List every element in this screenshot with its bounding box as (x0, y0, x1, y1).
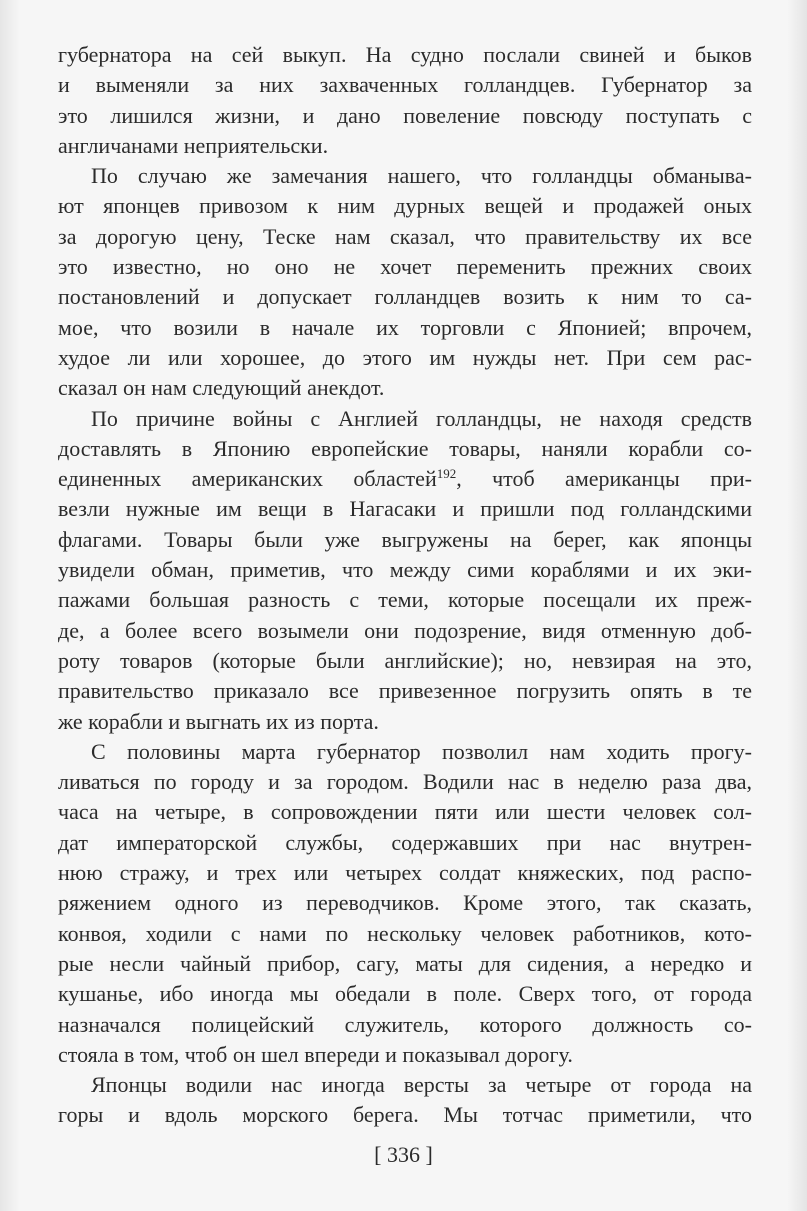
text-line (58, 616, 752, 646)
text-line (58, 373, 752, 403)
line-text: кушанье, ибо иногда мы обедали в поле. Сверх того, от города (58, 981, 752, 1007)
line-text: доставлять в Японию европейские товары, наняли корабли со- (58, 435, 752, 461)
text-line (58, 494, 752, 524)
line-text: нюю стражу, и трех или четырех солдат княжеских, под распо- (58, 860, 752, 886)
text-line (58, 464, 752, 494)
text-line (58, 101, 752, 131)
text-line (58, 131, 752, 161)
text-line (58, 737, 752, 767)
text-line (58, 707, 752, 737)
line-text: это лишился жизни, и дано повеление повсюду поступать с (58, 102, 752, 128)
line-text: часа на четыре, в сопровождении пяти или шести человек сол- (58, 799, 752, 825)
text-line (58, 1040, 752, 1070)
text-line (58, 1070, 752, 1100)
line-text: это известно, но оно не хочет переменить прежних своих (58, 254, 752, 280)
text-line (58, 434, 752, 464)
text-line (58, 191, 752, 221)
line-text: ют японцев привозом к ним дурных вещей и продажей оных (58, 193, 752, 219)
text-line (58, 888, 752, 918)
text-line (58, 282, 752, 312)
text-line (58, 1100, 752, 1130)
text-line (58, 525, 752, 555)
text-line (58, 979, 752, 1009)
line-text: роту товаров (которые были английские); но, невзирая на это, (58, 647, 752, 673)
line-text: конвоя, ходили с нами по нескольку человек работников, кото- (58, 920, 752, 946)
page-number: [ 336 ] (374, 1142, 433, 1167)
text-line (58, 828, 752, 858)
text-line (58, 404, 752, 434)
line-text: С половины марта губернатор позволил нам ходить прогу- (91, 738, 752, 764)
paragraph (58, 161, 752, 403)
text-line (58, 949, 752, 979)
line-text: правительство приказало все привезенное погрузить опять в те (58, 678, 752, 704)
line-text: де, а более всего возымели они подозрение, видя отменную доб- (58, 617, 752, 643)
text-line (58, 585, 752, 615)
footnote-reference: 192 (436, 466, 457, 482)
line-text: рые несли чайный прибор, сагу, маты для сидения, а нередко и (58, 950, 752, 976)
paragraph (58, 404, 752, 737)
text-line (58, 313, 752, 343)
text-line (58, 1010, 752, 1040)
line-text: сказал он нам следующий анекдот. (58, 375, 385, 401)
line-text: пажами большая разность с теми, которые посещали их преж- (58, 587, 752, 613)
paragraph (58, 1070, 752, 1131)
text-line (58, 767, 752, 797)
line-text: губернатора на сей выкуп. На судно послали свиней и быков (58, 42, 752, 67)
text-line (58, 555, 752, 585)
text-line (58, 161, 752, 191)
line-text: увидели обман, приметив, что между сими кораблями и их эки- (58, 557, 752, 583)
body-text (58, 40, 752, 1131)
text-line (58, 646, 752, 676)
line-text: же корабли и выгнать их из порта. (58, 708, 379, 734)
text-line (58, 919, 752, 949)
text-line (58, 252, 752, 282)
text-line (58, 797, 752, 827)
line-text: за дорогую цену, Теске нам сказал, что правительству их все (58, 223, 752, 249)
paragraph (58, 737, 752, 1070)
line-text: ряжением одного из переводчиков. Кроме этого, так сказать, (58, 890, 752, 916)
line-text: По причине войны с Англией голландцы, не находя средств (91, 405, 752, 431)
line-text: назначался полицейский служитель, которого должность со- (58, 1011, 752, 1037)
text-line (58, 343, 752, 373)
line-text: флагами. Товары были уже выгружены на берег, как японцы (58, 526, 752, 552)
line-text: везли нужные им вещи в Нагасаки и пришли под голландскими (58, 496, 752, 522)
line-text: дат императорской службы, содержавших при нас внутрен- (58, 829, 752, 855)
line-text: худое ли или хорошее, до этого им нужды нет. При сем рас- (58, 344, 752, 370)
text-line (58, 858, 752, 888)
paragraph (58, 40, 752, 161)
line-text: горы и вдоль морского берега. Мы тотчас приметили, что (58, 1102, 752, 1128)
text-line (58, 676, 752, 706)
line-text: мое, что возили в начале их торговли с Японией; впрочем, (58, 314, 752, 340)
line-text: ливаться по городу и за городом. Водили нас в неделю раза два, (58, 769, 752, 795)
line-text: , чтоб американцы при- (456, 466, 752, 492)
text-line (58, 40, 752, 70)
line-text: постановлений и допускает голландцев возить к ним то са- (58, 284, 752, 310)
line-text: единенных американских областей (58, 466, 437, 492)
line-text: По случаю же замечания нашего, что голландцы обманыва- (91, 163, 752, 189)
text-line (58, 222, 752, 252)
line-text: стояла в том, чтоб он шел впереди и показывал дорогу. (58, 1041, 573, 1067)
text-line (58, 70, 752, 100)
line-text: Японцы водили нас иногда версты за четыре от города на (91, 1072, 752, 1098)
line-text: и выменяли за них захваченных голландцев. Губернатор за (58, 72, 752, 98)
line-text: англичанами неприятельски. (58, 132, 329, 158)
